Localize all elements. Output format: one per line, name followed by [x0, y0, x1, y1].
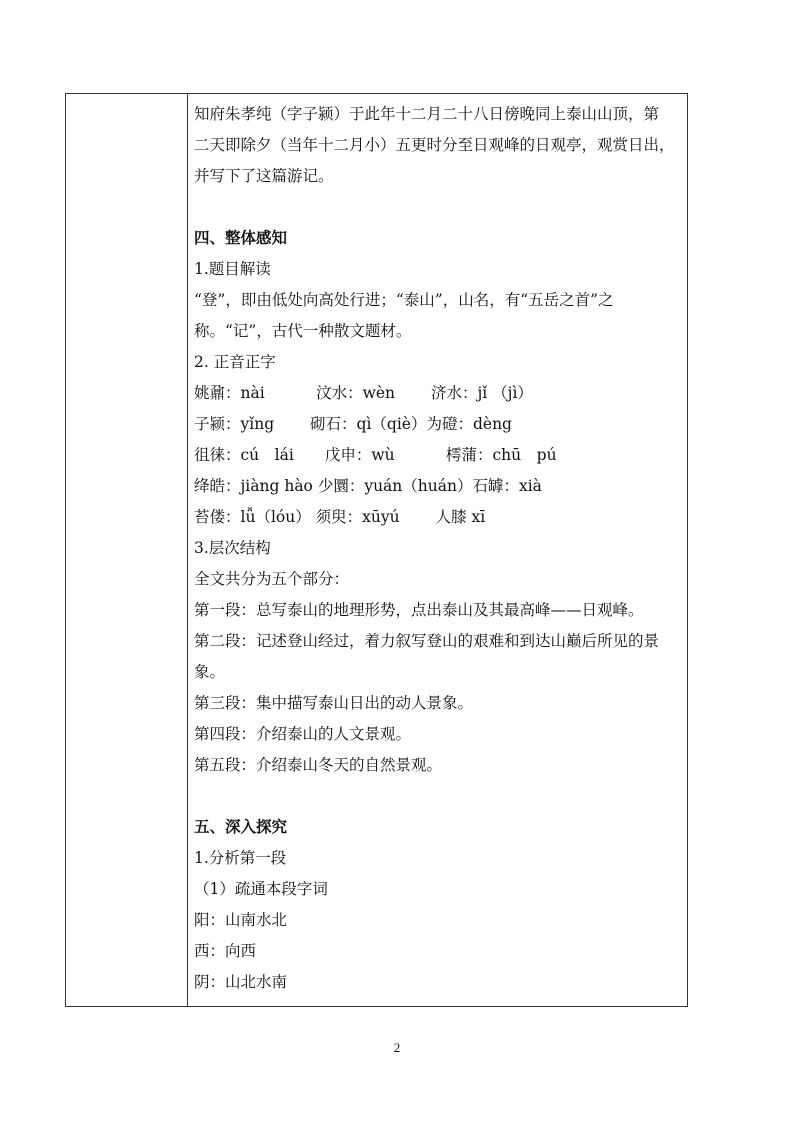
text-line: 阴：山北水南 — [194, 973, 288, 991]
text-line: 象。 — [194, 663, 226, 681]
text-line: 第三段：集中描写泰山日出的动人景象。 — [194, 694, 474, 712]
section-heading: 五、深入探究 — [194, 817, 288, 836]
subheading: 2. 正音正字 — [194, 353, 276, 371]
content-table — [65, 93, 688, 1007]
pronunciation-line: 徂徕：cú lái 戊申：wù 樗蒲：chū pú — [194, 446, 557, 464]
section-heading: 四、整体感知 — [194, 228, 288, 247]
column-divider — [187, 94, 188, 1006]
pronunciation-line: 苔偻：lǚ（lóu） 须臾：xūyú 人膝 xī — [194, 508, 486, 526]
subheading: 1.题目解读 — [194, 260, 271, 278]
text-line: 第四段：介绍泰山的人文景观。 — [194, 725, 412, 743]
text-line: 第二段：记述登山经过，着力叙写登山的艰难和到达山巅后所见的景 — [194, 632, 660, 650]
pronunciation-line: 姚鼐：nài 汶水：wèn 济水：jǐ （jì） — [194, 384, 533, 402]
text-line: “登”，即由低处向高处行进；“泰山”，山名，有“五岳之首”之 — [194, 291, 614, 309]
pronunciation-line: 绛皓：jiàng hào 少圜：yuán（huán）石罅：xià — [194, 477, 542, 495]
subheading: 3.层次结构 — [194, 539, 271, 557]
text-line: 并写下了这篇游记。 — [194, 167, 334, 185]
text-line: 西：向西 — [194, 942, 257, 960]
text-line: 二天即除夕（当年十二月小）五更时分至日观峰的日观亭，观赏日出， — [194, 136, 675, 154]
text-line: 第五段：介绍泰山冬天的自然景观。 — [194, 756, 443, 774]
text-line: 第一段：总写泰山的地理形势，点出泰山及其最高峰——日观峰。 — [194, 601, 644, 619]
text-line: （1）疏通本段字词 — [194, 880, 328, 898]
pronunciation-line: 子颍：yǐng 砌石：qì（qiè）为磴：dèng — [194, 415, 512, 433]
text-line: 知府朱孝纯（字子颍）于此年十二月二十八日傍晚同上泰山山顶，第 — [194, 105, 660, 123]
text-line: 阳：山南水北 — [194, 911, 288, 929]
page-number: 2 — [393, 1040, 401, 1055]
text-line: 称。“记”，古代一种散文题材。 — [194, 322, 412, 340]
subheading: 1.分析第一段 — [194, 849, 287, 867]
text-line: 全文共分为五个部分： — [194, 570, 350, 588]
